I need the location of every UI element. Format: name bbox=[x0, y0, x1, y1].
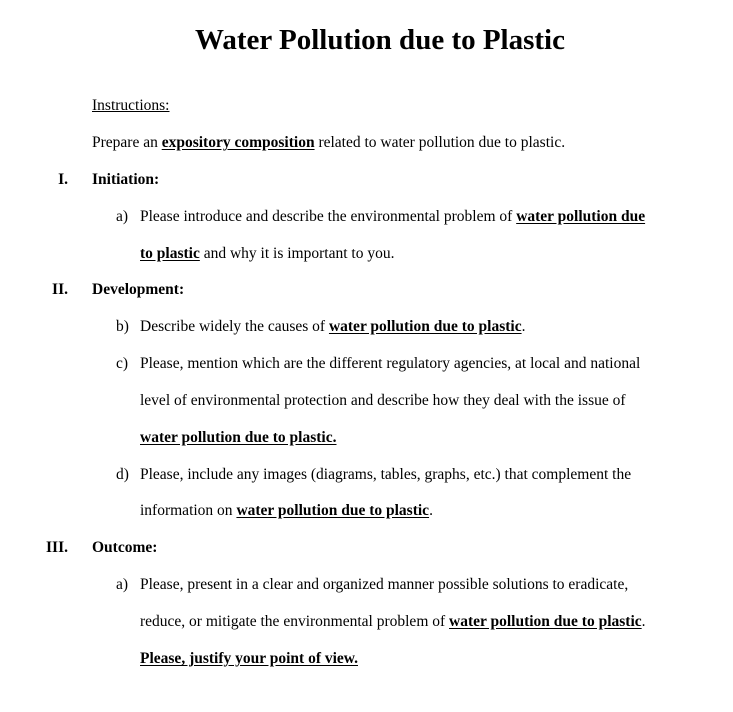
section-numeral-1: I. bbox=[58, 171, 68, 188]
line-emphasis: Please, justify your point of view. bbox=[140, 650, 358, 667]
item-line bbox=[140, 501, 433, 521]
line-text-post: . bbox=[429, 502, 433, 519]
item-line bbox=[140, 317, 525, 337]
line-emphasis: water pollution due to plastic. bbox=[140, 429, 337, 446]
prompt-text-pre: Prepare an bbox=[92, 134, 162, 151]
line-text-post: . bbox=[641, 613, 646, 630]
line-text: information on bbox=[140, 502, 237, 519]
item-line bbox=[140, 244, 394, 264]
prompt-line bbox=[92, 133, 565, 153]
line-emphasis: water pollution due to plastic bbox=[328, 318, 522, 335]
item-line: Please, include any images (diagrams, tables, graphs, etc.) that complement the bbox=[140, 466, 632, 483]
document-title: Water Pollution due to Plastic bbox=[194, 24, 565, 56]
item-letter: a) bbox=[116, 208, 129, 225]
line-text-post: . bbox=[521, 318, 526, 335]
line-text: reduce, or mitigate the environmental problem of bbox=[140, 613, 450, 630]
prompt-text-post: related to water pollution due to plastic. bbox=[314, 134, 566, 151]
item-line bbox=[140, 207, 645, 227]
line-text: and why it is important to you. bbox=[199, 245, 395, 262]
item-letter: b) bbox=[116, 318, 129, 335]
prompt-emphasis: expository composition bbox=[161, 134, 315, 151]
instructions-label: Instructions: bbox=[92, 97, 170, 114]
line-emphasis: water pollution due bbox=[516, 208, 646, 225]
item-letter: d) bbox=[116, 466, 129, 483]
line-emphasis: water pollution due to plastic bbox=[449, 613, 642, 630]
line-text: Describe widely the causes of bbox=[140, 318, 329, 335]
item-line: Please, mention which are the different regulatory agencies, at local and national bbox=[140, 355, 641, 372]
item-letter: a) bbox=[116, 576, 129, 593]
section-heading-outcome: Outcome: bbox=[92, 539, 158, 556]
section-numeral-2: II. bbox=[52, 281, 68, 298]
line-emphasis: to plastic bbox=[140, 245, 200, 262]
section-heading-initiation: Initiation: bbox=[92, 171, 160, 188]
item-letter: c) bbox=[116, 355, 129, 372]
item-line bbox=[140, 428, 337, 448]
item-line bbox=[140, 649, 358, 669]
item-line bbox=[140, 612, 646, 632]
section-numeral-3: III. bbox=[46, 539, 68, 556]
item-line: Please, present in a clear and organized manner possible solutions to eradicate, bbox=[140, 576, 629, 593]
line-text: Please introduce and describe the environmental problem of bbox=[140, 208, 517, 225]
line-emphasis: water pollution due to plastic bbox=[236, 502, 430, 519]
item-line: level of environmental protection and describe how they deal with the issue of bbox=[140, 392, 626, 409]
section-heading-development: Development: bbox=[92, 281, 185, 298]
